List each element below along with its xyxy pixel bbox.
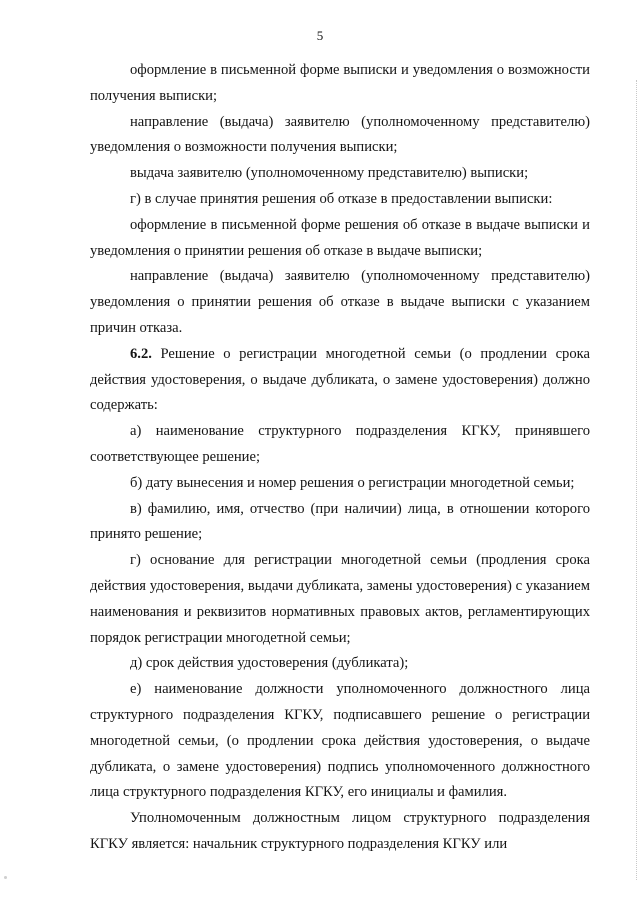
paragraph [90,677,590,806]
paragraph [90,651,590,677]
paragraph-text: Решение о регистрации многодетной семьи (о продлении срока действия удостоверения, о выдаче дубликата, о замене удостоверения) должно содержать: [90,345,590,414]
paragraph [90,497,590,549]
page-number: 5 [316,28,324,43]
paragraph [90,187,590,213]
paragraph [90,264,590,341]
paragraph [90,58,590,110]
paragraph-text: направление (выдача) заявителю (уполномоченному представителю) уведомления о принятии решения об отказе в выдаче выписки с указанием причин отказа. [90,268,590,336]
paragraph-text: оформление в письменной форме выписки и уведомления о возможности получения выписки; [90,62,590,104]
section-paragraph [90,342,590,419]
paragraph-text: д) срок действия удостоверения (дубликата); [130,655,409,672]
paragraph-text: е) наименование должности уполномоченного должностного лица структурного подразделения КГКУ, подписавшего решение о регистрации многодетной семьи, (о продлении срока действия удостоверения, о выдаче дубликата, о замене удостоверения) подпись уполномоченного должностного лица структурного подразделения КГКУ, его инициалы и фамилия. [90,681,590,801]
document-body [90,58,590,858]
paragraph-text: г) основание для регистрации многодетной семьи (продления срока действия удостоверения, выдачи дубликата, замены удостоверения) с указанием наименования и реквизитов нормативных правовых актов, регламентирующих порядок регистрации многодетной семьи; [90,552,590,646]
paragraph-text: выдача заявителю (уполномоченному представителю) выписки; [130,165,529,182]
paragraph [90,471,590,497]
section-number: 6.2. [130,345,152,362]
scan-dot [4,876,7,879]
paragraph-text: Уполномоченным должностным лицом структурного подразделения КГКУ является: начальник структурного подразделения КГКУ или [90,810,590,852]
paragraph [90,548,590,651]
paragraph-text: а) наименование структурного подразделения КГКУ, принявшего соответствующее решение; [90,423,590,465]
paragraph [90,110,590,162]
paragraph [90,419,590,471]
paragraph [90,213,590,265]
paragraph-text: б) дату вынесения и номер решения о регистрации многодетной семьи; [130,474,575,491]
paragraph-text: оформление в письменной форме решения об отказе в выдаче выписки и уведомления о принятии решения об отказе в выдаче выписки; [90,216,590,259]
paragraph [90,806,590,858]
paragraph-text: в) фамилию, имя, отчество (при наличии) лица, в отношении которого принято решение; [90,500,590,543]
scan-edge-marks [633,80,637,880]
paragraph-text: г) в случае принятия решения об отказе в предоставлении выписки: [130,190,553,207]
paragraph [90,161,590,187]
paragraph-text: направление (выдача) заявителю (уполномоченному представителю) уведомления о возможности получения выписки; [90,113,590,156]
